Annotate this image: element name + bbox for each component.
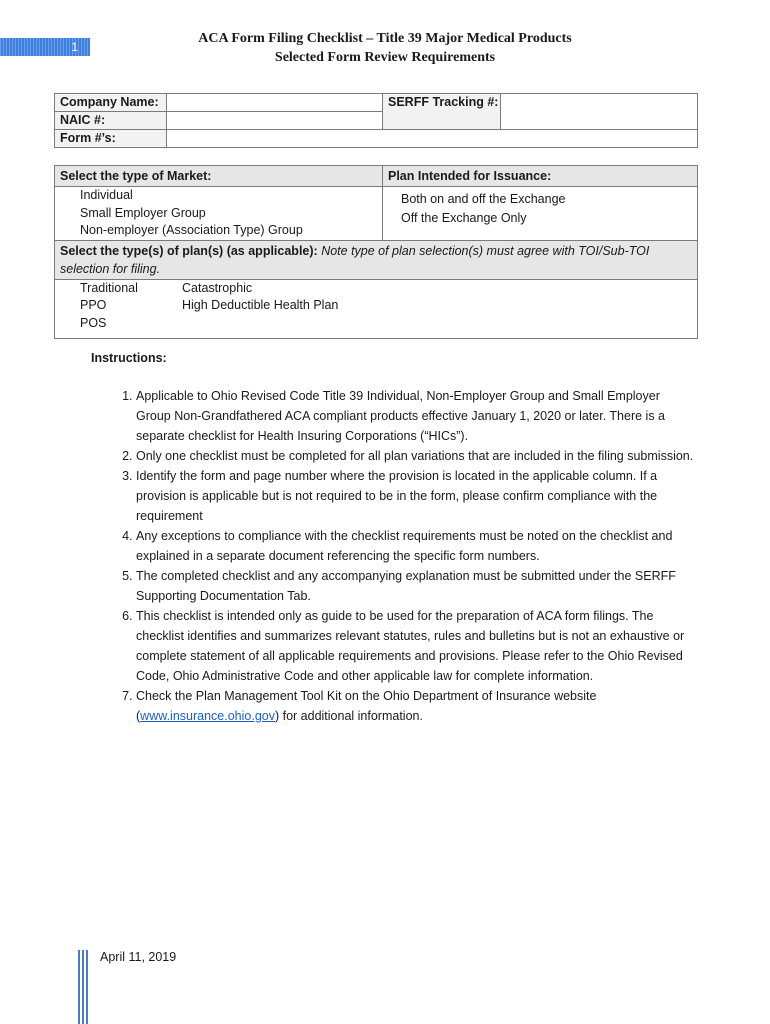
serff-tracking-label: SERFF Tracking #:	[383, 94, 501, 130]
plan-type-note: Note type of plan selection(s) must agree with TOI/Sub-TOI selection for filing.	[60, 243, 650, 276]
title-line-2: Selected Form Review Requirements	[274, 50, 496, 65]
market-table	[54, 165, 698, 339]
instruction-item: 2. Only one checklist must be completed for all plan variations that are included in the filing submission.	[136, 446, 696, 466]
market-options	[55, 187, 383, 241]
instruction-item: 5. The completed checklist and any accompanying explanation must be submitted under the SERFF Supporting Documentation Tab.	[136, 566, 696, 606]
insurance-website-link[interactable]: www.insurance.ohio.gov	[140, 709, 275, 723]
plan-type-option[interactable]: PPO	[80, 298, 107, 312]
instructions-list	[96, 386, 696, 726]
plan-type-options	[55, 279, 698, 339]
form-numbers-label: Form #’s:	[55, 130, 167, 148]
instruction-item: 4. Any exceptions to compliance with the checklist requirements must be noted on the checklist and explained in a separate document referencing the specific form numbers.	[136, 526, 696, 566]
instruction-item: 3. Identify the form and page number where the provision is located in the applicable column. If a provision is applicable but is not required to be in the form, please confirm compliance with the requirement	[136, 466, 696, 526]
naic-label: NAIC #:	[55, 112, 167, 130]
instruction-7-text: Check the Plan Management Tool Kit on the Ohio Department of Insurance website (	[136, 689, 597, 723]
plan-type-option[interactable]: POS	[80, 315, 107, 330]
instruction-7-tail: ) for additional information.	[274, 709, 423, 723]
company-name-field[interactable]	[167, 94, 383, 112]
footer-date: April 11, 2019	[100, 950, 177, 964]
plan-type-header	[55, 240, 698, 279]
plan-issuance-option[interactable]: Off the Exchange Only	[401, 210, 527, 225]
instruction-item	[136, 686, 696, 726]
plan-issuance-options	[383, 187, 698, 241]
company-info-table	[54, 93, 698, 148]
form-numbers-field[interactable]	[167, 130, 698, 148]
plan-issuance-header: Plan Intended for Issuance:	[383, 166, 698, 187]
market-type-header: Select the type of Market:	[55, 166, 383, 187]
naic-field[interactable]	[167, 112, 383, 130]
plan-type-option[interactable]: Traditional	[80, 280, 138, 295]
market-option[interactable]: Individual	[80, 188, 133, 202]
plan-type-option[interactable]: High Deductible Health Plan	[182, 298, 339, 312]
serff-tracking-field[interactable]	[501, 94, 698, 130]
company-name-label: Company Name:	[55, 94, 167, 112]
title-line-1: ACA Form Filing Checklist – Title 39 Major Medical Products	[198, 31, 572, 46]
page-number-badge: 1	[0, 38, 90, 56]
instruction-item: 6. This checklist is intended only as guide to be used for the preparation of ACA form filings. The checklist identifies and summarizes relevant statutes, rules and bulletins but is not an exhaustive or complete statement of all applicable requirements and provisions. Please refer to the Ohio Revised Code, Ohio Administrative Code and other applicable law for complete information.	[136, 606, 696, 686]
plan-issuance-option[interactable]: Both on and off the Exchange	[401, 192, 566, 206]
instruction-item: 1. Applicable to Ohio Revised Code Title 39 Individual, Non-Employer Group and Small Employer Group Non-Grandfathered ACA compliant products effective January 1, 2020 or later. There is a separate checklist for Health Insuring Corporations (“HICs”).	[136, 386, 696, 446]
market-option[interactable]: Non-employer (Association Type) Group	[80, 223, 303, 237]
plan-type-option[interactable]: Catastrophic	[182, 280, 253, 295]
footer-bars-decoration	[78, 950, 92, 1024]
instructions-heading: Instructions:	[91, 351, 167, 365]
market-option[interactable]: Small Employer Group	[80, 205, 206, 220]
document-title	[0, 29, 770, 67]
plan-type-header-label: Select the type(s) of plan(s) (as applicable):	[60, 243, 318, 258]
